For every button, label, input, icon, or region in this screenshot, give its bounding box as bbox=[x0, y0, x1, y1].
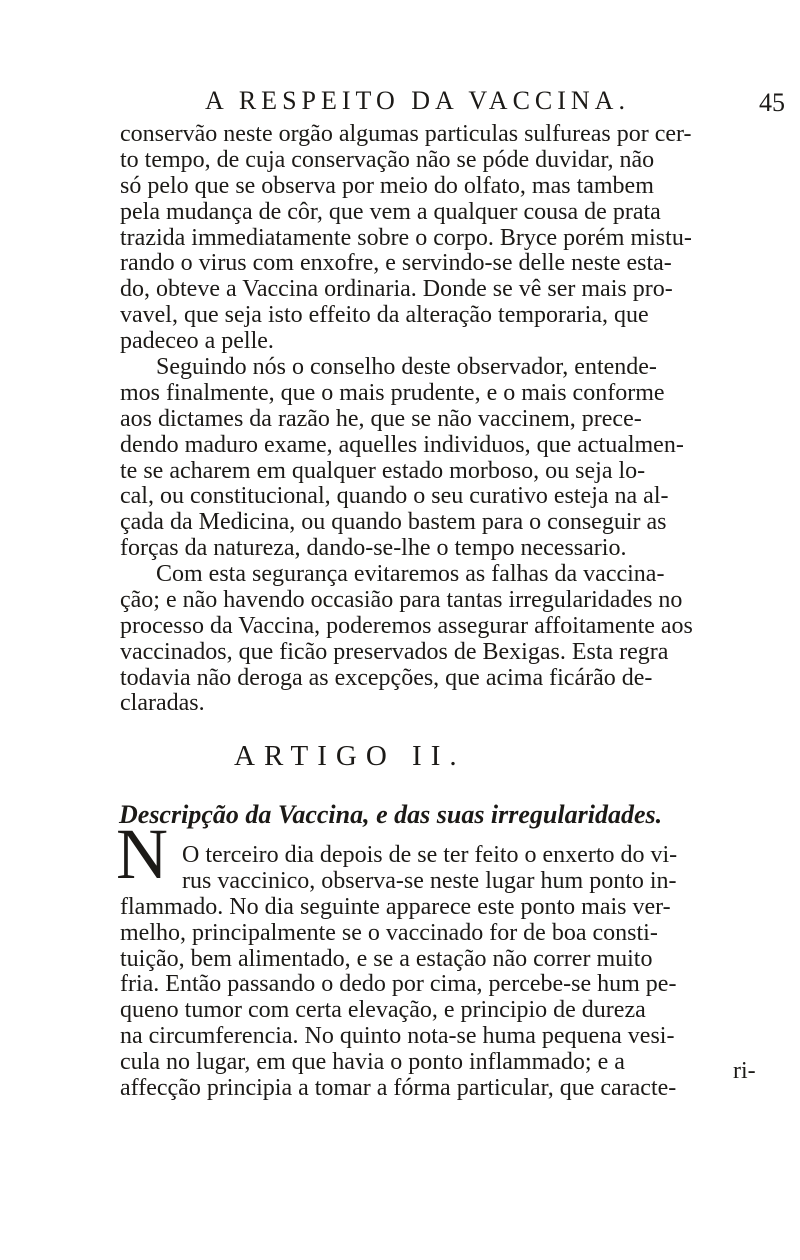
text-line: flammado. No dia seguinte apparece este ponto mais ver- bbox=[120, 893, 671, 920]
paragraph-second bbox=[120, 355, 780, 562]
text-line: forças da natureza, dando-se-lhe o tempo necessario. bbox=[120, 535, 627, 562]
text-line: trazida immediatamente sobre o corpo. Bryce porém mistu- bbox=[120, 224, 692, 251]
text-line: ção; e não havendo occasião para tantas irregularidades no bbox=[120, 586, 683, 613]
text-line: Seguindo nós o conselho deste observador, entende- bbox=[156, 354, 657, 380]
paragraph-continuation bbox=[120, 122, 780, 355]
text-line: todavia não deroga as excepções, que acima ficárão de- bbox=[120, 664, 653, 691]
text-line: melho, principalmente se o vaccinado for de boa consti- bbox=[120, 919, 658, 946]
drop-cap: N bbox=[116, 814, 168, 894]
text-line: vavel, que seja isto effeito da alteração temporaria, que bbox=[120, 302, 649, 329]
text-line: fria. Então passando o dedo por cima, percebe-se hum pe- bbox=[120, 971, 677, 998]
text-line: mos finalmente, que o mais prudente, e o mais conforme bbox=[120, 379, 665, 406]
text-line: to tempo, de cuja conservação não se póde duvidar, não bbox=[120, 146, 655, 173]
text-line: dendo maduro exame, aquelles individuos, que actualmen- bbox=[120, 431, 684, 458]
text-line: claradas. bbox=[120, 690, 205, 717]
text-line: na circumferencia. No quinto nota-se huma pequena vesi- bbox=[120, 1023, 675, 1050]
text-line: padeceo a pelle. bbox=[120, 328, 274, 355]
text-line: aos dictames da razão he, que se não vaccinem, prece- bbox=[120, 405, 642, 432]
text-line: te se acharem em qualquer estado morboso, ou seja lo- bbox=[120, 457, 646, 484]
text-line: rando o virus com enxofre, e servindo-se delle neste esta- bbox=[120, 250, 672, 277]
page-number: 45 bbox=[759, 88, 785, 117]
text-line: queno tumor com certa elevação, e principio de dureza bbox=[120, 997, 646, 1024]
text-line: do, obteve a Vaccina ordinaria. Donde se vê ser mais pro- bbox=[120, 276, 673, 303]
catchword: ri- bbox=[733, 1058, 756, 1084]
text-line: tuição, bem alimentado, e se a estação não correr muito bbox=[120, 945, 653, 972]
article-heading: ARTIGO II. bbox=[234, 740, 466, 772]
section-title: Descripção da Vaccina, e das suas irregularidades. bbox=[119, 800, 663, 829]
text-line: çada da Medicina, ou quando bastem para o conseguir as bbox=[120, 509, 667, 536]
header-title: A RESPEITO DA VACCINA. bbox=[205, 86, 630, 115]
text-line: só pelo que se observa por meio do olfato, mas tambem bbox=[120, 172, 654, 199]
text-line: affecção principia a tomar a fórma particular, que caracte- bbox=[120, 1075, 677, 1102]
text-line: vaccinados, que ficão preservados de Bexigas. Esta regra bbox=[120, 638, 669, 665]
paragraph-third bbox=[120, 562, 780, 717]
text-line: rus vaccinico, observa-se neste lugar hum ponto in- bbox=[182, 867, 677, 894]
running-header bbox=[205, 86, 785, 120]
article-body bbox=[120, 843, 780, 1102]
text-line: cula no lugar, em que havia o ponto inflammado; e a bbox=[120, 1049, 625, 1076]
text-line: Com esta segurança evitaremos as falhas da vaccina- bbox=[156, 561, 665, 587]
text-line: cal, ou constitucional, quando o seu curativo esteja na al- bbox=[120, 483, 669, 510]
text-line: processo da Vaccina, poderemos assegurar affoitamente aos bbox=[120, 612, 693, 639]
text-line: pela mudança de côr, que vem a qualquer cousa de prata bbox=[120, 198, 661, 225]
text-line: conservão neste orgão algumas particulas sulfureas por cer- bbox=[120, 121, 692, 147]
text-line: O terceiro dia depois de se ter feito o enxerto do vi- bbox=[182, 842, 678, 868]
